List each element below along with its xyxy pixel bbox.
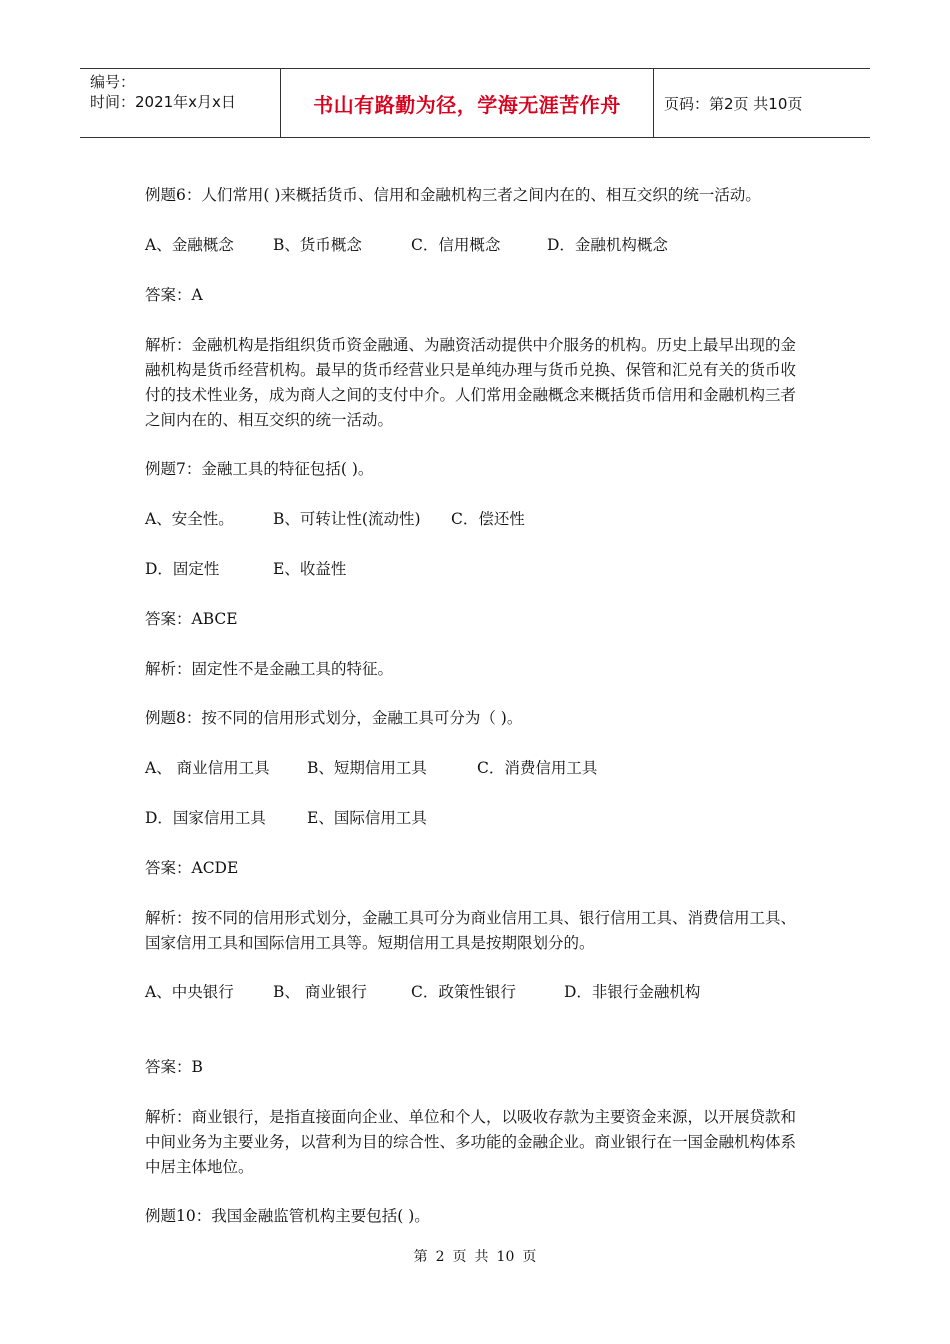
option: C．消费信用工具 xyxy=(477,759,598,777)
answer-7: 答案：ABCE xyxy=(145,610,238,628)
question-6-options xyxy=(145,233,810,258)
page-info-text: 页码：第2页 共10页 xyxy=(664,94,803,113)
analysis-8: 解析：按不同的信用形式划分，金融工具可分为商业信用工具、银行信用工具、消费信用工具、国家信用工具和国际信用工具等。短期信用工具是按期限划分的。 xyxy=(145,909,797,952)
question-7-options-row2 xyxy=(145,557,810,582)
question-10: 例题10：我国金融监管机构主要包括( )。 xyxy=(145,1207,430,1225)
option: D．金融机构概念 xyxy=(547,236,668,254)
question-7-options-row1 xyxy=(145,507,810,532)
footer-total-number: 10 xyxy=(496,1249,515,1265)
option: C．信用概念 xyxy=(411,236,501,254)
option: B、可转让性(流动性) xyxy=(273,510,421,528)
answer-9: 答案：B xyxy=(145,1058,203,1076)
footer-page-suffix: 页 xyxy=(522,1249,537,1265)
option: B、短期信用工具 xyxy=(307,759,427,777)
option: D．国家信用工具 xyxy=(145,809,266,827)
option: E、国际信用工具 xyxy=(307,809,427,827)
option: D．非银行金融机构 xyxy=(564,983,701,1001)
option: A、金融概念 xyxy=(145,236,234,254)
page-header xyxy=(80,68,870,138)
header-motto-cell xyxy=(281,69,654,137)
time-label: 时间：2021年x月x日 xyxy=(90,93,236,111)
option: A、 商业信用工具 xyxy=(145,759,270,777)
option: C．偿还性 xyxy=(451,510,525,528)
question-6: 例题6：人们常用( )来概括货币、信用和金融机构三者之间内在的、相互交织的统一活动。 xyxy=(145,186,761,204)
question-8-options-row2 xyxy=(145,806,810,831)
page-footer xyxy=(0,1246,950,1266)
header-meta xyxy=(80,69,281,137)
question-8: 例题8：按不同的信用形式划分，金融工具可分为（ )。 xyxy=(145,709,523,727)
option: C．政策性银行 xyxy=(411,983,516,1001)
footer-page-prefix: 第 xyxy=(413,1249,428,1265)
question-9-options xyxy=(145,980,705,1005)
question-8-options-row1 xyxy=(145,756,810,781)
option: B、货币概念 xyxy=(273,236,362,254)
option: E、收益性 xyxy=(273,560,347,578)
option: A、安全性。 xyxy=(145,510,234,528)
answer-6: 答案：A xyxy=(145,286,203,304)
header-page-info xyxy=(654,69,870,137)
option: B、 商业银行 xyxy=(273,983,367,1001)
motto-text: 书山有路勤为径，学海无涯苦作舟 xyxy=(313,92,621,117)
footer-page-mid: 页 xyxy=(452,1249,467,1265)
option: A、中央银行 xyxy=(145,983,234,1001)
analysis-6: 解析：金融机构是指组织货币资金融通、为融资活动提供中介服务的机构。历史上最早出现的金融机构是货币经营机构。最早的货币经营业只是单纯办理与货币兑换、保管和汇兑有关的货币收付的技术性业务，成为商人之间的支付中介。人们常用金融概念来概括货币信用和金融机构三者之间内在的、相互交织的统一活动。 xyxy=(145,336,797,429)
footer-total-label: 共 xyxy=(474,1249,489,1265)
question-7: 例题7：金融工具的特征包括( )。 xyxy=(145,460,374,478)
footer-page-number: 2 xyxy=(435,1249,445,1265)
answer-8: 答案：ACDE xyxy=(145,859,239,877)
analysis-9: 解析：商业银行，是指直接面向企业、单位和个人，以吸收存款为主要资金来源，以开展贷款和中间业务为主要业务，以营利为目的综合性、多功能的金融企业。商业银行在一国金融机构体系中居主体地位。 xyxy=(145,1108,797,1176)
analysis-7: 解析：固定性不是金融工具的特征。 xyxy=(145,660,394,678)
number-label: 编号： xyxy=(90,73,136,91)
option: D．固定性 xyxy=(145,560,220,578)
